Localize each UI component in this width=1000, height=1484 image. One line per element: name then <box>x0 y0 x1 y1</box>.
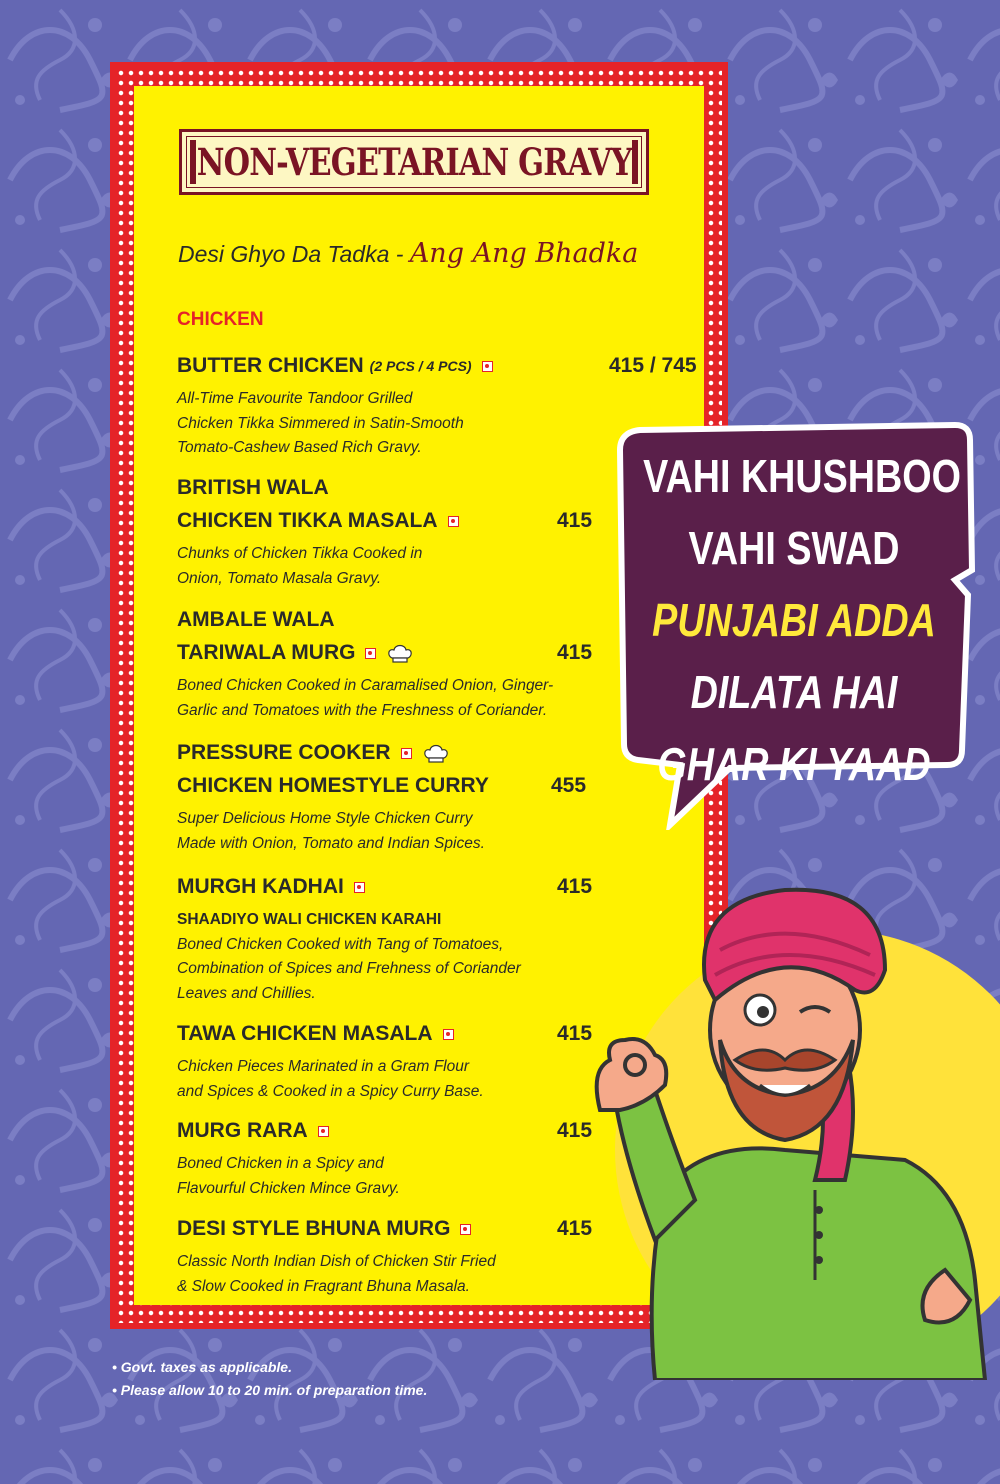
mascot-illustration <box>585 860 1000 1380</box>
non-veg-symbol-icon <box>443 1029 454 1040</box>
item-price: 415 <box>557 1119 593 1142</box>
item-name-line1: PRESSURE COOKER <box>177 741 391 764</box>
footer-notes <box>112 1356 427 1402</box>
item-description: Boned Chicken Cooked in Caramalised Onion, Ginger- Garlic and Tomatoes with the Freshness of Coriander. <box>177 677 554 719</box>
category-heading: CHICKEN <box>177 309 264 330</box>
item-description: All-Time Favourite Tandoor Grilled Chicken Tikka Simmered in Satin-Smooth Tomato-Cashew Based Rich Gravy. <box>177 390 464 456</box>
subtitle-script: Ang Ang Bhadka <box>409 238 639 269</box>
bubble-line-3: PUNJABI ADDA <box>652 594 936 646</box>
item-name-line1: BRITISH WALA <box>177 476 329 499</box>
item-description: Super Delicious Home Style Chicken Curry Made with Onion, Tomato and Indian Spices. <box>177 810 485 852</box>
non-veg-symbol-icon <box>354 882 365 893</box>
bubble-line-4: DILATA HAI <box>690 666 898 718</box>
bubble-line-5: GHAR KI YAAD <box>657 738 931 790</box>
bubble-line-2: VAHI SWAD <box>688 522 900 574</box>
item-price: 415 <box>557 1022 593 1045</box>
item-name-line1: AMBALE WALA <box>177 608 335 631</box>
item-price: 415 <box>557 509 593 532</box>
item-description: Boned Chicken Cooked with Tang of Tomatoes, Combination of Spices and Frehness of Coriander Leaves and Chillies. <box>177 935 521 1002</box>
non-veg-symbol-icon <box>401 748 412 759</box>
item-description: Chunks of Chicken Tikka Cooked in Onion, Tomato Masala Gravy. <box>177 545 423 587</box>
subtitle <box>178 238 638 269</box>
section-title: NON-VEGETARIAN GRAVY <box>196 140 632 184</box>
item-name: MURG RARA <box>177 1119 308 1142</box>
bubble-text <box>610 440 978 800</box>
chef-hat-icon <box>386 642 414 664</box>
item-name: TAWA CHICKEN MASALA <box>177 1022 433 1045</box>
item-description: Boned Chicken in a Spicy and Flavourful Chicken Mince Gravy. <box>177 1155 400 1197</box>
chef-hat-icon <box>422 742 450 764</box>
footer-note-taxes: • Govt. taxes as applicable. <box>112 1359 292 1375</box>
non-veg-symbol-icon <box>365 648 376 659</box>
non-veg-symbol-icon <box>482 361 493 372</box>
item-name: BUTTER CHICKEN <box>177 354 364 377</box>
section-title-box <box>179 129 649 195</box>
item-description: Classic North Indian Dish of Chicken Stir Fried & Slow Cooked in Fragrant Bhuna Masala. <box>177 1253 496 1295</box>
item-name: MURGH KADHAI <box>177 875 344 898</box>
item-price: 415 <box>557 1217 593 1240</box>
item-price: 415 <box>557 641 593 664</box>
bubble-line-1: VAHI KHUSHBOO <box>643 450 961 502</box>
item-subheading: SHAADIYO WALI CHICKEN KARAHI <box>177 911 442 928</box>
item-description: Chicken Pieces Marinated in a Gram Flour and Spices & Cooked in a Spicy Curry Base. <box>177 1058 484 1100</box>
item-name: DESI STYLE BHUNA MURG <box>177 1217 451 1240</box>
item-qty: (2 PCS / 4 PCS) <box>369 358 472 374</box>
non-veg-symbol-icon <box>318 1126 329 1137</box>
item-name: TARIWALA MURG <box>177 641 356 664</box>
non-veg-symbol-icon <box>460 1224 471 1235</box>
footer-note-preparation: • Please allow 10 to 20 min. of preparation time. <box>112 1382 428 1398</box>
subtitle-lead: Desi Ghyo Da Tadka - <box>178 241 410 267</box>
item-price: 415 / 745 <box>609 354 697 377</box>
item-price: 455 <box>551 774 587 797</box>
item-name: CHICKEN HOMESTYLE CURRY <box>177 774 489 797</box>
non-veg-symbol-icon <box>448 516 459 527</box>
item-price: 415 <box>557 875 593 898</box>
item-name: CHICKEN TIKKA MASALA <box>177 509 438 532</box>
